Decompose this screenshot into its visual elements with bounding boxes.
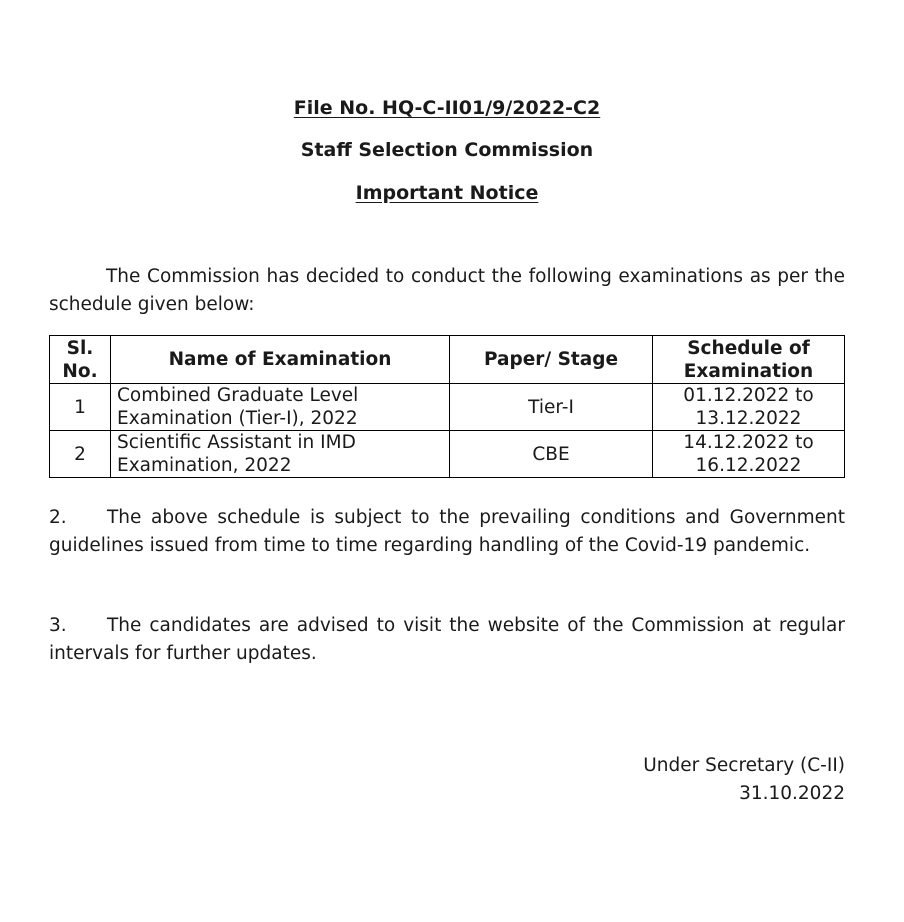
table-row <box>50 384 845 431</box>
header-exam-name: Name of Examination <box>111 336 450 384</box>
point-text: The candidates are advised to visit the website of the Commission at regular intervals for further updates. <box>49 615 845 664</box>
row-sl-no: 1 <box>50 384 111 431</box>
organisation-name: Staff Selection Commission <box>300 139 594 161</box>
signature-date: 31.10.2022 <box>739 783 845 804</box>
file-number-heading <box>49 96 845 120</box>
paragraph-point-3 <box>49 612 845 667</box>
table-row <box>50 431 845 478</box>
intro-paragraph: The Commission has decided to conduct the following examinations as per the schedule given below: <box>49 266 845 315</box>
header-sl-no: Sl. No. <box>50 336 111 384</box>
signatory-designation: Under Secretary (C-II) <box>643 755 845 776</box>
row-schedule: 14.12.2022 to 16.12.2022 <box>653 431 845 478</box>
point-text: The above schedule is subject to the prevailing conditions and Government guidelines issued from time to time regarding handling of the Covid-19 pandemic. <box>49 507 845 556</box>
row-paper-stage: Tier-I <box>450 384 653 431</box>
row-schedule: 01.12.2022 to 13.12.2022 <box>653 384 845 431</box>
exam-schedule-table <box>49 335 845 478</box>
point-number: 2. <box>49 507 67 528</box>
notice-title-heading <box>49 181 845 205</box>
row-paper-stage: CBE <box>450 431 653 478</box>
header-schedule: Schedule of Examination <box>653 336 845 384</box>
paragraph-point-2 <box>49 504 845 559</box>
header-paper-stage: Paper/ Stage <box>450 336 653 384</box>
row-exam-name: Combined Graduate Level Examination (Tier-I), 2022 <box>111 384 450 431</box>
notice-title: Important Notice <box>355 182 539 204</box>
organisation-heading <box>49 138 845 162</box>
point-number: 3. <box>49 615 67 636</box>
table-header-row <box>50 336 845 384</box>
file-number: File No. HQ-C-II01/9/2022-C2 <box>293 97 601 119</box>
row-sl-no: 2 <box>50 431 111 478</box>
row-exam-name: Scientific Assistant in IMD Examination, 2022 <box>111 431 450 478</box>
